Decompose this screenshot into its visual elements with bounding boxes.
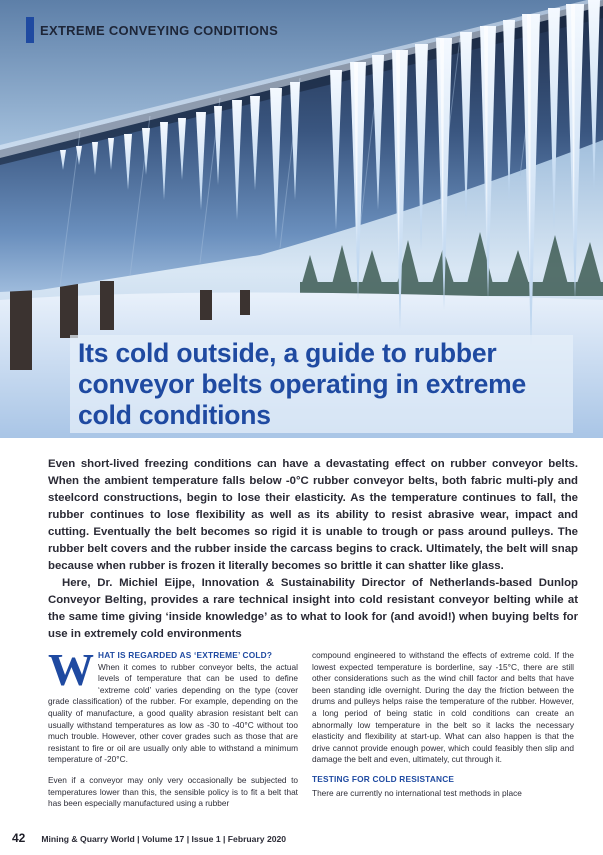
publication-info: Mining & Quarry World | Volume 17 | Issue 1 | February 2020 <box>41 834 287 844</box>
body-paragraph: Even if a conveyor may only very occasionally be subjected to temperatures lower than this, the sensible policy is to fit a belt that has been especially manufactured using a rubber <box>48 774 298 809</box>
section-subheading: TESTING FOR COLD RESISTANCE <box>312 773 455 784</box>
page-footer <box>12 831 592 845</box>
article-column-right <box>312 650 574 799</box>
section-header-bar <box>26 17 34 43</box>
body-paragraph: There are currently no international test methods in place <box>312 787 522 798</box>
intro-paragraph: Here, Dr. Michiel Eijpe, Innovation & Sustainability Director of Netherlands-based Dunlop Conveyor Belting, provides a rare technical insight into cold resistant conveyor belting while at the same time giving ‘inside knowledge’ as to what to look for (and avoid!) when buying belts for use in extremely cold environments <box>48 577 578 640</box>
intro-paragraph: Even short-lived freezing conditions can have a devastating effect on rubber conveyor belts. When the ambient temperature falls below -0°C rubber conveyor belts, both fabric multi-ply and steelcord constructions, begin to lose their elasticity. As the temperature continues to fall, the rubber continues to lose flexibility as well as its ability to resist abrasive wear, impact and cutting. Eventually the belt becomes so rigid it is unable to trough or pass around pulleys. The rubber belt covers and the rubber inside the carcass begins to crack. Ultimately, the belt will snap because when rubber is frozen it literally becomes so brittle it can shatter like glass. <box>48 458 578 572</box>
lead-heading: HAT IS REGARDED AS ‘EXTREME’ COLD? <box>98 650 273 660</box>
article-title: Its cold outside, a guide to rubber conveyor belts operating in extreme cold conditions <box>78 338 527 430</box>
section-label: EXTREME CONVEYING CONDITIONS <box>40 22 279 38</box>
article-intro <box>48 456 578 643</box>
page-number: 42 <box>12 831 26 845</box>
article-column-left <box>48 644 298 810</box>
body-paragraph: When it comes to rubber conveyor belts, the actual levels of temperature that can be used to define ‘extreme cold’ varies depending on the type (cover grade classification) of the rubber. For example, depending on the quality of manufacture, a good quality abrasion resistant belt can usually withstand temperatures as low as -30 to -40°C without too much trouble. However, other cover grades such as those that are resistant to fire or oil are usually only able to withstand a minimum temperature of -20°C. <box>48 661 298 765</box>
drop-cap: W <box>48 644 94 695</box>
body-paragraph: compound engineered to withstand the effects of extreme cold. If the lowest expected temperature is borderline, say -15°C, there are still other considerations such as the wind chill factor and belts that have been standing idle overnight. During the day the friction between the drums and pulleys helps raise the temperature of the rubber. However, a long period of being static in cold conditions can create an abnormally low temperature in the belt so it lacks the necessary elasticity and flexibility at start-up. What can also happen is that the drive cannot provide enough power, which could feasibly then slip and damage the belt and even, ultimately, cut through it. <box>312 650 574 765</box>
section-header <box>26 20 278 40</box>
